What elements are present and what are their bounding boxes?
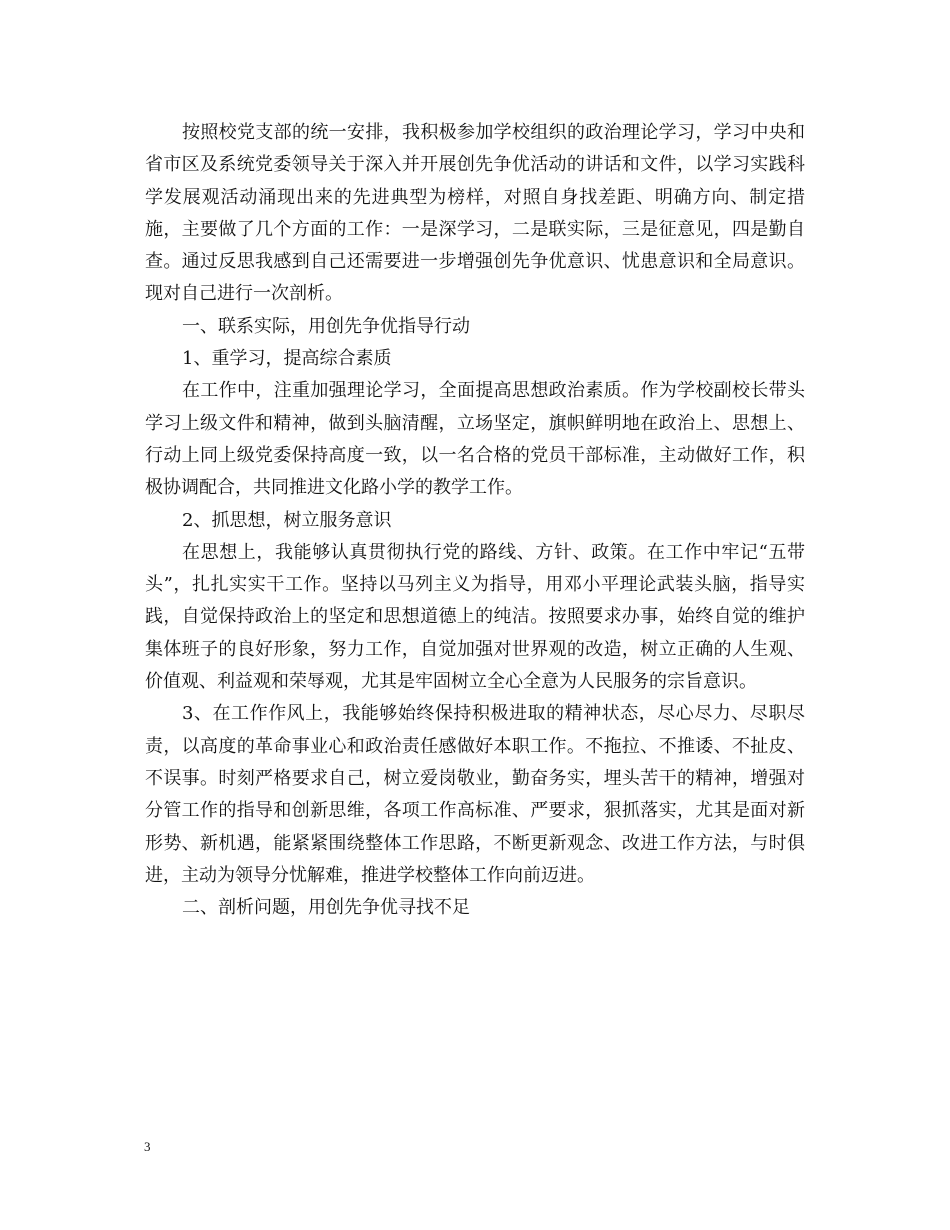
intro-paragraph: 按照校党支部的统一安排，我积极参加学校组织的政治理论学习，学习中央和省市区及系统党委领导关于深入并开展创先争优活动的讲话和文件，以学习实践科学发展观活动涌现出来的先进典型为榜样，对照自身找差距、明确方向、制定措施，主要做了几个方面的工作：一是深学习，二是联实际，三是征意见，四是勤自查。通过反思我感到自己还需要进一步增强创先争优意识、忧患意识和全局意识。现对自己进行一次剖析。: [145, 122, 805, 305]
document-body: [145, 117, 805, 924]
subheading-thought: 2、抓思想，树立服务意识: [182, 509, 392, 531]
thought-paragraph: 在思想上，我能够认真贯彻执行党的路线、方针、政策。在工作中牢记“五带头”，扎扎实实干工作。坚持以马列主义为指导，用邓小平理论武装头脑，指导实践，自觉保持政治上的坚定和思想道德上的纯洁。按照要求办事，始终自觉的维护集体班子的良好形象，努力工作，自觉加强对世界观的改造，树立正确的人生观、价值观、利益观和荣辱观，尤其是牢固树立全心全意为人民服务的宗旨意识。: [145, 541, 805, 693]
study-paragraph: 在工作中，注重加强理论学习，全面提高思想政治素质。作为学校副校长带头学习上级文件和精神，做到头脑清醒，立场坚定，旗帜鲜明地在政治上、思想上、行动上同上级党委保持高度一致，以一名合格的党员干部标准，主动做好工作，积极协调配合，共同推进文化路小学的教学工作。: [145, 380, 805, 499]
section-heading-2: 二、剖析问题，用创先争优寻找不足: [182, 897, 470, 919]
work-style-paragraph: 3、在工作作风上，我能够始终保持积极进取的精神状态，尽心尽力、尽职尽责，以高度的革命事业心和政治责任感做好本职工作。不拖拉、不推诿、不扯皮、不误事。时刻严格要求自己，树立爱岗敬业，勤奋务实，埋头苦干的精神，增强对分管工作的指导和创新思维，各项工作高标准、严要求，狠抓落实，尤其是面对新形势、新机遇，能紧紧围绕整体工作思路，不断更新观念、改进工作方法，与时俱进，主动为领导分忧解难，推进学校整体工作向前迈进。: [145, 703, 805, 886]
subheading-study: 1、重学习，提高综合素质: [182, 348, 392, 370]
page-number: 3: [144, 1139, 151, 1154]
section-heading-1: 一、联系实际，用创先争优指导行动: [182, 315, 470, 337]
